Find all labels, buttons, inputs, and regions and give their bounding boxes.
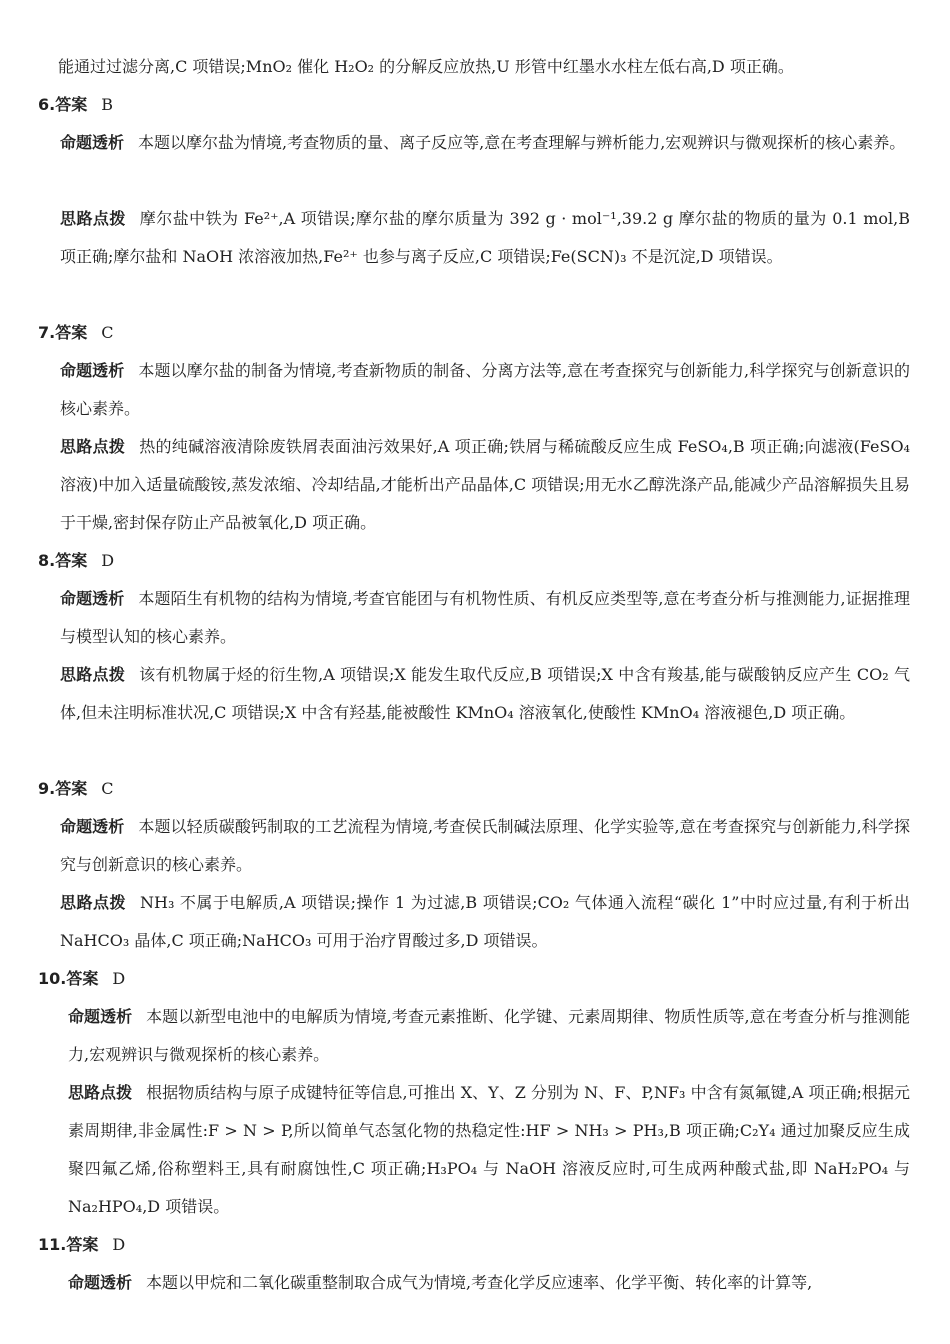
answer-label: 答案 <box>55 323 88 342</box>
answer-label: 答案 <box>55 551 88 570</box>
question-number: 7. <box>38 323 56 342</box>
hint-text: 该有机物属于烃的衍生物,A 项错误;X 能发生取代反应,B 项错误;X 中含有羧基,能与碳酸钠反应产生 CO₂ 气体,但未注明标准状况,C 项错误;X 中含有羟基,能被酸性 KMnO₄ 溶液氧化,使酸性 KMnO₄ 溶液褪色,D 项正确。 <box>60 665 910 722</box>
question-7-hint <box>60 428 910 542</box>
question-8-header <box>38 542 114 580</box>
hint-text: 根据物质结构与原子成键特征等信息,可推出 X、Y、Z 分别为 N、F、P,NF₃ 中含有氮氟键,A 项正确;根据元素周期律,非金属性:F > N > P,所以简单气态氢化物的热稳定性:HF > NH₃ > PH₃,B 项正确;C₂Y₄ 通过加聚反应生成聚四氟乙烯,俗称塑料王,具有耐腐蚀性,C 项正确;H₃PO₄ 与 NaOH 溶液反应时,可生成两种酸式盐,即 NaH₂PO₄ 与 Na₂HPO₄,D 项错误。 <box>68 1083 910 1216</box>
answer-value: D <box>112 969 126 988</box>
question-8-analysis <box>60 580 910 656</box>
analysis-text: 本题以摩尔盐的制备为情境,考查新物质的制备、分离方法等,意在考查探究与创新能力,科学探究与创新意识的核心素养。 <box>60 361 910 418</box>
question-number: 11. <box>38 1235 67 1254</box>
question-9-analysis <box>60 808 910 884</box>
hint-text: NH₃ 不属于电解质,A 项错误;操作 1 为过滤,B 项错误;CO₂ 气体通入流程“碳化 1”中时应过量,有利于析出 NaHCO₃ 晶体,C 项正确;NaHCO₃ 可用于治疗胃酸过多,D 项错误。 <box>60 893 910 950</box>
question-number: 10. <box>38 969 67 988</box>
analysis-label: 命题透析 <box>68 1007 133 1026</box>
hint-text: 摩尔盐中铁为 Fe²⁺,A 项错误;摩尔盐的摩尔质量为 392 g · mol⁻¹,39.2 g 摩尔盐的物质的量为 0.1 mol,B 项正确;摩尔盐和 NaOH 浓溶液加热,Fe²⁺ 也参与离子反应,C 项错误;Fe(SCN)₃ 不是沉淀,D 项错误。 <box>60 209 910 266</box>
question-7-analysis <box>60 352 910 428</box>
answer-label: 答案 <box>55 779 88 798</box>
hint-label: 思路点拨 <box>60 209 126 228</box>
hint-label: 思路点拨 <box>60 665 126 684</box>
analysis-text: 本题以轻质碳酸钙制取的工艺流程为情境,考查侯氏制碱法原理、化学实验等,意在考查探究与创新能力,科学探究与创新意识的核心素养。 <box>60 817 910 874</box>
question-7-header <box>38 314 113 352</box>
analysis-text: 本题以甲烷和二氧化碳重整制取合成气为情境,考查化学反应速率、化学平衡、转化率的计算等, <box>146 1273 813 1292</box>
answer-label: 答案 <box>55 95 88 114</box>
question-9-hint <box>60 884 910 960</box>
analysis-label: 命题透析 <box>68 1273 133 1292</box>
analysis-text: 本题以摩尔盐为情境,考查物质的量、离子反应等,意在考查理解与辨析能力,宏观辨识与微观探析的核心素养。 <box>138 133 906 152</box>
answer-value: D <box>101 551 115 570</box>
hint-text: 热的纯碱溶液清除废铁屑表面油污效果好,A 项正确;铁屑与稀硫酸反应生成 FeSO₄,B 项正确;向滤液(FeSO₄ 溶液)中加入适量硫酸铵,蒸发浓缩、冷却结晶,才能析出产品晶体,C 项错误;用无水乙醇洗涤产品,能减少产品溶解损失且易于干燥,密封保存防止产品被氧化,D 项正确。 <box>60 437 910 532</box>
answer-value: C <box>101 779 114 798</box>
hint-label: 思路点拨 <box>60 893 126 912</box>
question-number: 8. <box>38 551 56 570</box>
analysis-label: 命题透析 <box>60 361 125 380</box>
question-number: 9. <box>38 779 56 798</box>
question-number: 6. <box>38 95 56 114</box>
analysis-text: 本题陌生有机物的结构为情境,考查官能团与有机物性质、有机反应类型等,意在考查分析与推测能力,证据推理与模型认知的核心素养。 <box>60 589 910 646</box>
answer-label: 答案 <box>66 969 99 988</box>
answer-label: 答案 <box>66 1235 99 1254</box>
hint-label: 思路点拨 <box>68 1083 133 1102</box>
question-6-analysis <box>60 124 910 162</box>
question-6-hint <box>60 200 910 276</box>
question-10-header <box>38 960 125 998</box>
question-11-header <box>38 1226 125 1264</box>
analysis-label: 命题透析 <box>60 133 125 152</box>
analysis-text: 本题以新型电池中的电解质为情境,考查元素推断、化学键、元素周期律、物质性质等,意在考查分析与推测能力,宏观辨识与微观探析的核心素养。 <box>68 1007 910 1064</box>
analysis-label: 命题透析 <box>60 589 125 608</box>
intro-paragraph: 能通过过滤分离,C 项错误;MnO₂ 催化 H₂O₂ 的分解反应放热,U 形管中红墨水水柱左低右高,D 项正确。 <box>58 57 794 76</box>
hint-label: 思路点拨 <box>60 437 126 456</box>
question-6-header <box>38 86 113 124</box>
question-9-header <box>38 770 113 808</box>
answer-value: C <box>101 323 114 342</box>
question-10-hint <box>68 1074 910 1226</box>
question-8-hint <box>60 656 910 732</box>
question-11-analysis <box>68 1264 910 1302</box>
question-10-analysis <box>68 998 910 1074</box>
analysis-label: 命题透析 <box>60 817 125 836</box>
answer-value: B <box>101 95 113 114</box>
answer-value: D <box>112 1235 126 1254</box>
